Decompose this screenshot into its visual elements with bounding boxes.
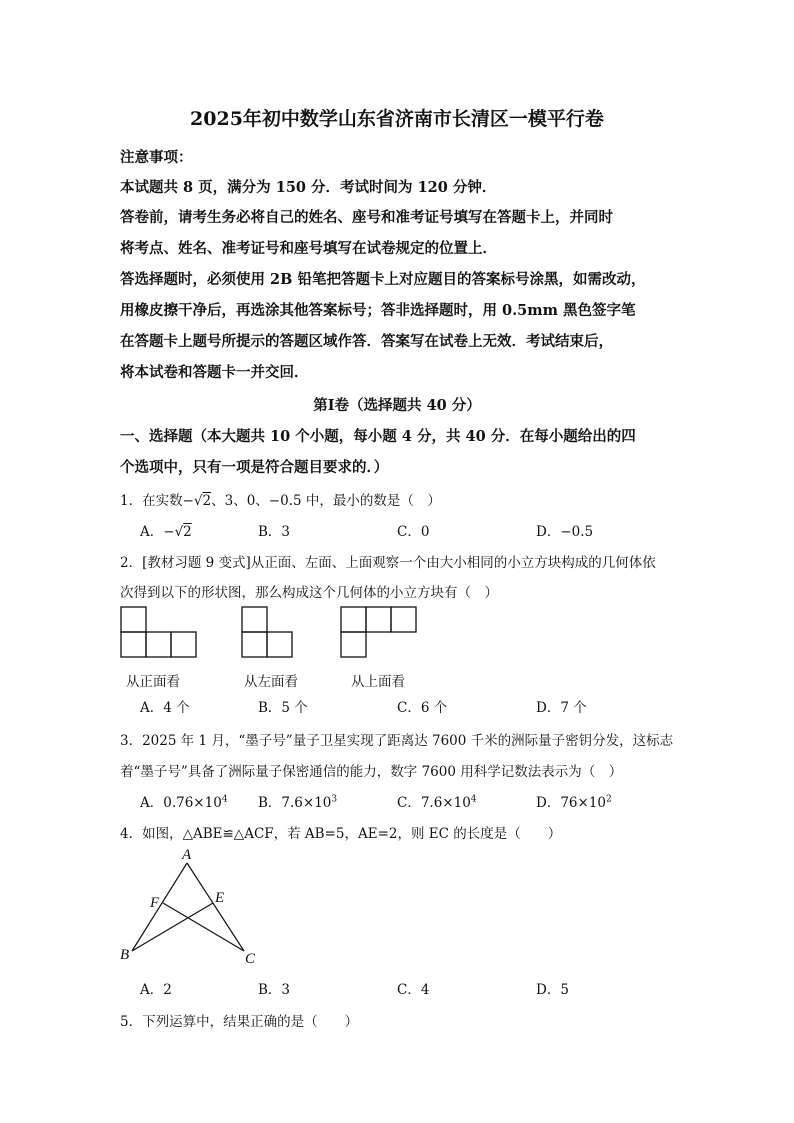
left-view-cube <box>267 632 292 657</box>
triangle-figure <box>114 843 274 971</box>
option-c <box>397 791 477 811</box>
notice-line: 答卷前，请考生务必将自己的姓名、座号和准考证号填写在答题卡上，并同时 <box>120 209 613 226</box>
left-view-cube <box>242 632 267 657</box>
notice-line: 将考点、姓名、准考证号和座号填写在试卷规定的位置上． <box>120 240 497 257</box>
option-a: A．4 个 <box>140 700 190 716</box>
segment-ac <box>187 863 244 951</box>
question-5-stem: 5．下列运算中，结果正确的是（ ） <box>120 1014 359 1030</box>
point-c-label: C <box>245 951 256 967</box>
notice-heading: 注意事项： <box>120 149 193 166</box>
left-view-label: 从左面看 <box>244 674 298 690</box>
option-d <box>536 791 612 811</box>
option-c: C．0 <box>397 524 430 540</box>
top-view-cube <box>366 607 391 632</box>
sqrt-symbol: √ <box>193 493 203 509</box>
top-view-cube <box>341 632 366 657</box>
q1-stem-text: 1．在实数 <box>120 493 183 509</box>
option-d: D．5 <box>536 982 569 998</box>
section-title: 第Ⅰ卷（选择题共 40 分） <box>313 397 481 414</box>
front-view-cube <box>121 607 146 632</box>
front-view-cube <box>171 632 196 657</box>
option-minus: − <box>163 524 175 540</box>
exponent: 4 <box>221 794 228 805</box>
option-b: B．3 <box>258 982 291 998</box>
exponent: 4 <box>470 794 477 805</box>
option-text: B．7.6×10 <box>258 795 332 811</box>
part-heading: 个选项中，只有一项是符合题目要求的．） <box>120 459 389 476</box>
segment-cf <box>163 903 244 951</box>
segment-ab <box>132 863 187 951</box>
option-a: A．2 <box>140 982 172 998</box>
option-a <box>140 791 228 811</box>
point-a-label: A <box>182 847 192 863</box>
front-view-cube <box>121 632 146 657</box>
top-view-cube <box>341 607 366 632</box>
point-b-label: B <box>120 947 130 963</box>
top-view-label: 从上面看 <box>351 674 405 690</box>
notice-line: 本试题共 8 页，满分为 150 分．考试时间为 120 分钟． <box>120 179 497 196</box>
exponent: 2 <box>606 794 612 805</box>
option-c: C．4 <box>397 982 430 998</box>
option-b: B．3 <box>258 524 291 540</box>
notice-line: 答选择题时，必须使用 2B 铅笔把答题卡上对应题目的答案标号涂黑，如需改动， <box>120 271 646 288</box>
question-3-stem: 3．2025 年 1 月，“墨子号”量子卫星实现了距离达 7600 千米的洲际量子密钥分发，这标志 <box>120 733 674 749</box>
option-b <box>258 791 337 811</box>
option-a <box>140 520 192 540</box>
left-view-cube <box>242 607 267 632</box>
page-title: 2025年初中数学山东省济南市长清区一模平行卷 <box>190 108 604 130</box>
notice-line: 用橡皮擦干净后，再选涂其他答案标号；答非选择题时，用 0.5mm 黑色签字笔 <box>120 302 636 319</box>
option-d: D．−0.5 <box>536 524 594 540</box>
three-view-figures <box>115 600 435 664</box>
front-view-cube <box>146 632 171 657</box>
part-heading: 一、选择题（本大题共 10 个小题，每小题 4 分，共 40 分．在每小题给出的四 <box>120 428 636 445</box>
top-view-cube <box>391 607 416 632</box>
point-f-label: F <box>150 895 160 911</box>
q1-stem-text: 、3、0、−0.5 中，最小的数是（ ） <box>211 493 441 509</box>
question-1-stem <box>120 489 441 509</box>
option-c: C．6 个 <box>397 700 448 716</box>
option-b: B．5 个 <box>258 700 308 716</box>
question-3-stem: 着“墨子号”具备了洲际量子保密通信的能力，数字 7600 用科学记数法表示为（ ） <box>120 764 623 780</box>
segment-be <box>132 903 213 951</box>
question-4-stem: 4．如图，△ABE≌△ACF，若 AB=5，AE=2，则 EC 的长度是（ ） <box>120 826 562 842</box>
option-text: C．7.6×10 <box>397 795 471 811</box>
option-radicand: 2 <box>183 524 192 540</box>
option-label: A． <box>140 524 164 540</box>
option-text: A．0.76×10 <box>140 795 222 811</box>
notice-line: 将本试卷和答题卡一并交回． <box>120 364 309 381</box>
question-2-stem: 次得到以下的形状图，那么构成这个几何体的小立方块有（ ） <box>120 585 498 601</box>
exponent: 3 <box>331 794 338 805</box>
question-2-stem: 2．[教材习题 9 变式]从正面、左面、上面观察一个由大小相同的小立方块构成的几何体依 <box>120 555 656 571</box>
option-text: D．76×10 <box>536 795 606 811</box>
sqrt-symbol: √ <box>174 524 184 540</box>
q1-minus: − <box>182 493 194 509</box>
q1-radicand: 2 <box>202 493 212 509</box>
notice-line: 在答题卡上题号所提示的答题区域作答．答案写在试卷上无效．考试结束后， <box>120 333 613 350</box>
front-view-label: 从正面看 <box>126 674 180 690</box>
option-d: D．7 个 <box>536 700 587 716</box>
point-e-label: E <box>215 890 225 906</box>
